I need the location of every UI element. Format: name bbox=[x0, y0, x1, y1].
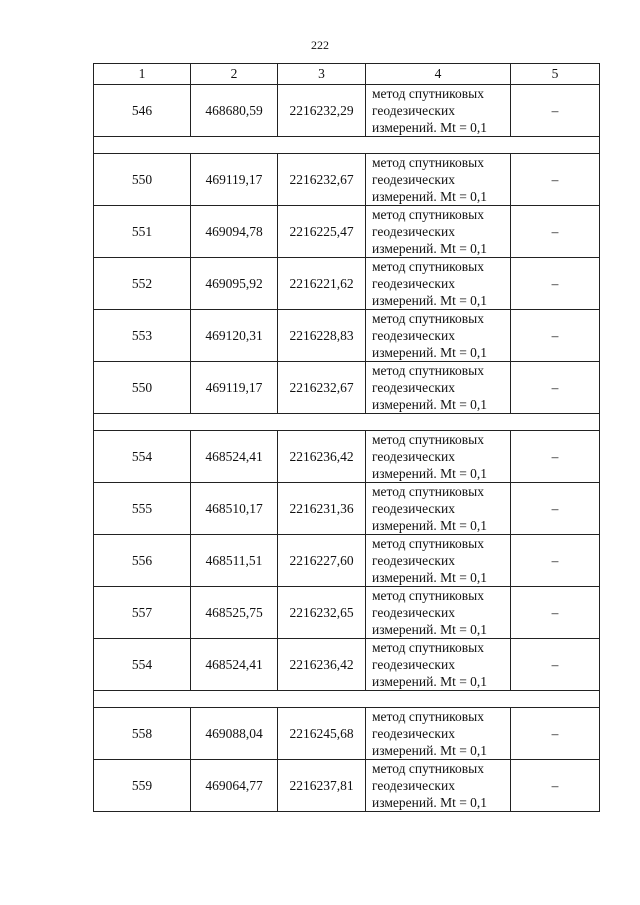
method-line: геодезических bbox=[372, 172, 455, 187]
method-cell bbox=[366, 639, 511, 691]
method-line: геодезических bbox=[372, 224, 455, 239]
table-row bbox=[94, 708, 600, 760]
point-number-cell: 557 bbox=[94, 587, 191, 639]
column-header-4: 4 bbox=[366, 64, 511, 85]
column-header-1: 1 bbox=[94, 64, 191, 85]
method-line: измерений. Mt = 0,1 bbox=[372, 622, 488, 637]
method-line: измерений. Mt = 0,1 bbox=[372, 743, 488, 758]
y-coordinate-cell: 2216236,42 bbox=[278, 431, 366, 483]
note-cell: – bbox=[511, 310, 600, 362]
method-line: измерений. Mt = 0,1 bbox=[372, 674, 488, 689]
y-coordinate-cell: 2216236,42 bbox=[278, 639, 366, 691]
method-line: измерений. Mt = 0,1 bbox=[372, 345, 488, 360]
x-coordinate-cell: 468524,41 bbox=[191, 431, 278, 483]
x-coordinate-cell: 468511,51 bbox=[191, 535, 278, 587]
table-row bbox=[94, 431, 600, 483]
note-cell: – bbox=[511, 639, 600, 691]
method-line: измерений. Mt = 0,1 bbox=[372, 293, 488, 308]
point-number-cell: 559 bbox=[94, 760, 191, 812]
table-row bbox=[94, 85, 600, 137]
table-row bbox=[94, 587, 600, 639]
method-line: метод спутниковых bbox=[372, 363, 484, 378]
point-number-cell: 556 bbox=[94, 535, 191, 587]
method-line: геодезических bbox=[372, 553, 455, 568]
table-separator-row bbox=[94, 414, 600, 431]
column-header-5: 5 bbox=[511, 64, 600, 85]
table-body bbox=[94, 64, 600, 812]
note-cell: – bbox=[511, 587, 600, 639]
page-number: 222 bbox=[311, 38, 329, 52]
method-cell bbox=[366, 535, 511, 587]
method-line: геодезических bbox=[372, 380, 455, 395]
method-line: геодезических bbox=[372, 501, 455, 516]
method-line: геодезических bbox=[372, 778, 455, 793]
table-row bbox=[94, 639, 600, 691]
method-line: метод спутниковых bbox=[372, 709, 484, 724]
table-row bbox=[94, 362, 600, 414]
point-number-cell: 546 bbox=[94, 85, 191, 137]
method-line: метод спутниковых bbox=[372, 207, 484, 222]
x-coordinate-cell: 468510,17 bbox=[191, 483, 278, 535]
method-cell bbox=[366, 431, 511, 483]
point-number-cell: 552 bbox=[94, 258, 191, 310]
method-line: метод спутниковых bbox=[372, 588, 484, 603]
table-row bbox=[94, 258, 600, 310]
note-cell: – bbox=[511, 206, 600, 258]
method-cell bbox=[366, 85, 511, 137]
method-line: метод спутниковых bbox=[372, 311, 484, 326]
x-coordinate-cell: 468525,75 bbox=[191, 587, 278, 639]
y-coordinate-cell: 2216227,60 bbox=[278, 535, 366, 587]
method-line: геодезических bbox=[372, 103, 455, 118]
method-cell bbox=[366, 708, 511, 760]
method-line: измерений. Mt = 0,1 bbox=[372, 397, 488, 412]
table-row bbox=[94, 535, 600, 587]
note-cell: – bbox=[511, 154, 600, 206]
point-number-cell: 554 bbox=[94, 431, 191, 483]
y-coordinate-cell: 2216228,83 bbox=[278, 310, 366, 362]
table-row bbox=[94, 310, 600, 362]
x-coordinate-cell: 469088,04 bbox=[191, 708, 278, 760]
method-line: измерений. Mt = 0,1 bbox=[372, 518, 488, 533]
note-cell: – bbox=[511, 483, 600, 535]
note-cell: – bbox=[511, 85, 600, 137]
table-row bbox=[94, 760, 600, 812]
table-header-row bbox=[94, 64, 600, 85]
method-cell bbox=[366, 310, 511, 362]
note-cell: – bbox=[511, 760, 600, 812]
y-coordinate-cell: 2216225,47 bbox=[278, 206, 366, 258]
y-coordinate-cell: 2216232,67 bbox=[278, 154, 366, 206]
x-coordinate-cell: 469094,78 bbox=[191, 206, 278, 258]
point-number-cell: 551 bbox=[94, 206, 191, 258]
method-cell bbox=[366, 206, 511, 258]
method-line: метод спутниковых bbox=[372, 640, 484, 655]
x-coordinate-cell: 469064,77 bbox=[191, 760, 278, 812]
y-coordinate-cell: 2216231,36 bbox=[278, 483, 366, 535]
method-line: геодезических bbox=[372, 605, 455, 620]
method-cell bbox=[366, 760, 511, 812]
y-coordinate-cell: 2216245,68 bbox=[278, 708, 366, 760]
separator-cell bbox=[94, 137, 600, 154]
method-line: метод спутниковых bbox=[372, 86, 484, 101]
y-coordinate-cell: 2216232,29 bbox=[278, 85, 366, 137]
method-cell bbox=[366, 362, 511, 414]
method-line: измерений. Mt = 0,1 bbox=[372, 570, 488, 585]
point-number-cell: 555 bbox=[94, 483, 191, 535]
method-line: метод спутниковых bbox=[372, 484, 484, 499]
method-cell bbox=[366, 154, 511, 206]
table-separator-row bbox=[94, 691, 600, 708]
method-line: геодезических bbox=[372, 726, 455, 741]
y-coordinate-cell: 2216221,62 bbox=[278, 258, 366, 310]
note-cell: – bbox=[511, 258, 600, 310]
point-number-cell: 550 bbox=[94, 362, 191, 414]
point-number-cell: 558 bbox=[94, 708, 191, 760]
x-coordinate-cell: 469119,17 bbox=[191, 362, 278, 414]
table-row bbox=[94, 483, 600, 535]
column-header-3: 3 bbox=[278, 64, 366, 85]
method-line: метод спутниковых bbox=[372, 536, 484, 551]
table-row bbox=[94, 206, 600, 258]
method-cell bbox=[366, 258, 511, 310]
x-coordinate-cell: 468680,59 bbox=[191, 85, 278, 137]
x-coordinate-cell: 469120,31 bbox=[191, 310, 278, 362]
method-line: метод спутниковых bbox=[372, 761, 484, 776]
method-line: метод спутниковых bbox=[372, 155, 484, 170]
x-coordinate-cell: 469119,17 bbox=[191, 154, 278, 206]
method-line: метод спутниковых bbox=[372, 432, 484, 447]
x-coordinate-cell: 469095,92 bbox=[191, 258, 278, 310]
point-number-cell: 554 bbox=[94, 639, 191, 691]
note-cell: – bbox=[511, 362, 600, 414]
y-coordinate-cell: 2216232,65 bbox=[278, 587, 366, 639]
method-line: метод спутниковых bbox=[372, 259, 484, 274]
point-number-cell: 553 bbox=[94, 310, 191, 362]
table-separator-row bbox=[94, 137, 600, 154]
coordinates-table bbox=[93, 63, 600, 812]
method-line: геодезических bbox=[372, 657, 455, 672]
method-line: геодезических bbox=[372, 449, 455, 464]
method-line: геодезических bbox=[372, 328, 455, 343]
method-line: измерений. Mt = 0,1 bbox=[372, 189, 488, 204]
table-row bbox=[94, 154, 600, 206]
note-cell: – bbox=[511, 708, 600, 760]
y-coordinate-cell: 2216232,67 bbox=[278, 362, 366, 414]
method-line: измерений. Mt = 0,1 bbox=[372, 795, 488, 810]
method-line: измерений. Mt = 0,1 bbox=[372, 120, 488, 135]
method-cell bbox=[366, 587, 511, 639]
separator-cell bbox=[94, 691, 600, 708]
method-line: измерений. Mt = 0,1 bbox=[372, 466, 488, 481]
method-cell bbox=[366, 483, 511, 535]
method-line: геодезических bbox=[372, 276, 455, 291]
note-cell: – bbox=[511, 535, 600, 587]
separator-cell bbox=[94, 414, 600, 431]
method-line: измерений. Mt = 0,1 bbox=[372, 241, 488, 256]
column-header-2: 2 bbox=[191, 64, 278, 85]
y-coordinate-cell: 2216237,81 bbox=[278, 760, 366, 812]
x-coordinate-cell: 468524,41 bbox=[191, 639, 278, 691]
note-cell: – bbox=[511, 431, 600, 483]
point-number-cell: 550 bbox=[94, 154, 191, 206]
